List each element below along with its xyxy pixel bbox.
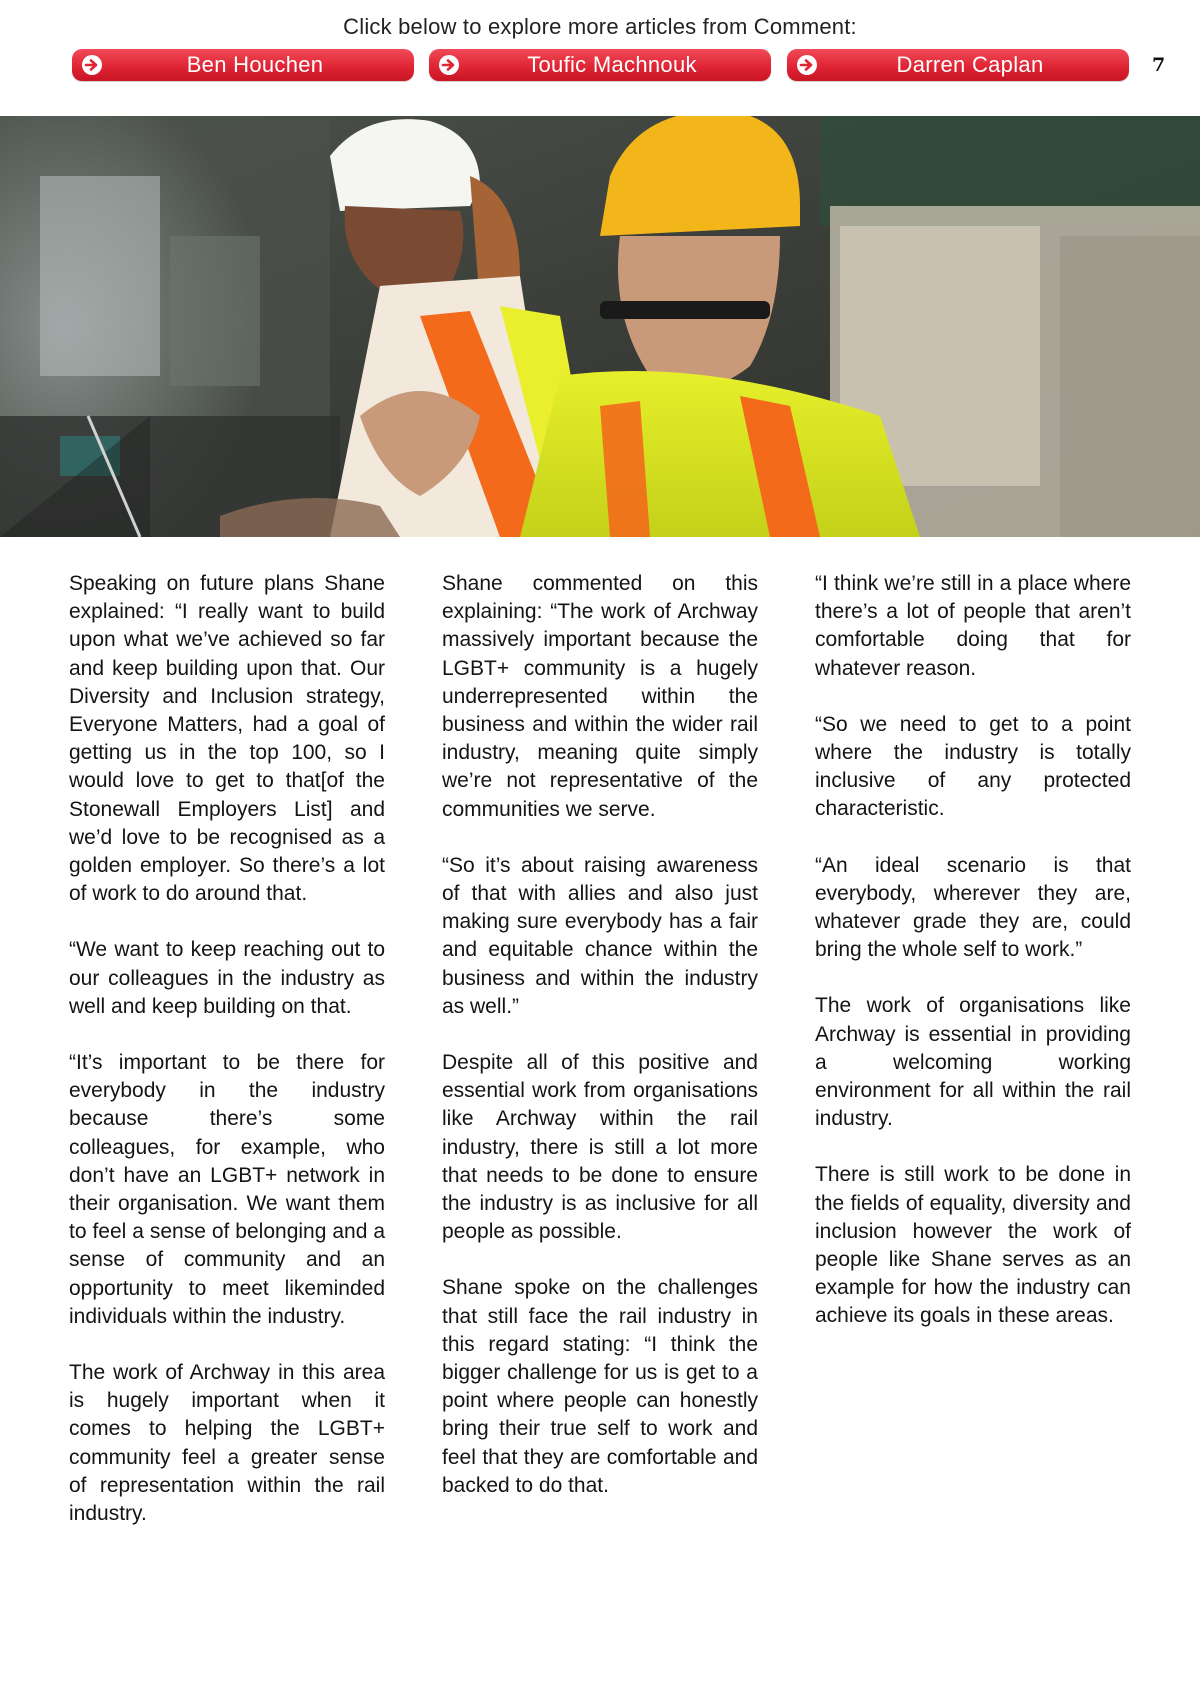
paragraph: “An ideal scenario is that everybody, wherever they are, whatever grade they are, could bring the whole self to work.” [815,853,1131,962]
paragraph: “We want to keep reaching out to our colleagues in the industry as well and keep building on that. [69,938,385,1018]
paragraph: The work of organisations like Archway is essential in providing a welcoming working environment for all within the rail industry. [815,994,1131,1131]
photo-engineers-icon [0,116,1200,537]
article-link-ben-houchen[interactable] [72,49,414,81]
paragraph: “So we need to get to a point where the industry is totally inclusive of any protected characteristic. [815,712,1131,821]
page-number: 7 [1152,54,1166,76]
paragraph: Despite all of this positive and essential work from organisations like Archway within the rail industry, there is still a lot more that needs to be done to ensure the industry is as inclusive for all people as possible. [442,1051,758,1244]
paragraph: Shane spoke on the challenges that still face the rail industry in this regard stating: “I think the bigger challenge for us is get to a point where people can honestly bring their true self to work and feel that they are comfortable and backed to do that. [442,1276,758,1497]
article-column-1 [69,570,385,1556]
hero-photo [0,116,1200,537]
paragraph: “So it’s about raising awareness of that with allies and also just making sure everybody has a fair and equitable chance within the business and within the industry as well.” [442,853,758,1018]
arrow-circle-right-icon [438,54,460,76]
article-link-label: Ben Houchen [186,52,324,77]
paragraph: Shane commented on this explaining: “The work of Archway massively important because the LGBT+ community is a hugely underrepresented within the business and within the wider rail industry, meaning quite simply we’re not representative of the communities we serve. [442,572,758,821]
paragraph: “I think we’re still in a place where there’s a lot of people that aren’t comfortable doing that for whatever reason. [815,572,1131,680]
article-column-3 [815,570,1131,1359]
arrow-circle-right-icon [81,54,103,76]
article-column-2 [442,570,758,1528]
article-link-label: Toufic Machnouk [527,52,697,77]
article-link-darren-caplan[interactable] [787,49,1129,81]
explore-prompt: Click below to explore more articles from Comment: [343,14,857,39]
paragraph: Speaking on future plans Shane explained: “I really want to build upon what we’ve achieved so far and keep building upon that. Our Diversity and Inclusion strategy, Everyone Matters, had a goal of getting us in the top 100, so I would love to get to that[of the Stonewall Employers List] and we’d love to be recognised as a golden employer. So there’s a lot of work to do around that. [69,572,385,906]
paragraph: “It’s important to be there for everybody in the industry because there’s some colleagues, for example, who don’t have an LGBT+ network in their organisation. We want them to feel a sense of belonging and a sense of community and an opportunity to meet likeminded individuals within the industry. [69,1051,385,1328]
article-link-label: Darren Caplan [896,52,1044,77]
paragraph: The work of Archway in this area is hugely important when it comes to helping the LGBT+ community feel a greater sense of representation within the rail industry. [69,1361,385,1526]
article-link-toufic-machnouk[interactable] [429,49,771,81]
arrow-circle-right-icon [796,54,818,76]
paragraph: There is still work to be done in the fields of equality, diversity and inclusion however the work of people like Shane serves as an example for how the industry can achieve its goals in these areas. [815,1163,1131,1328]
